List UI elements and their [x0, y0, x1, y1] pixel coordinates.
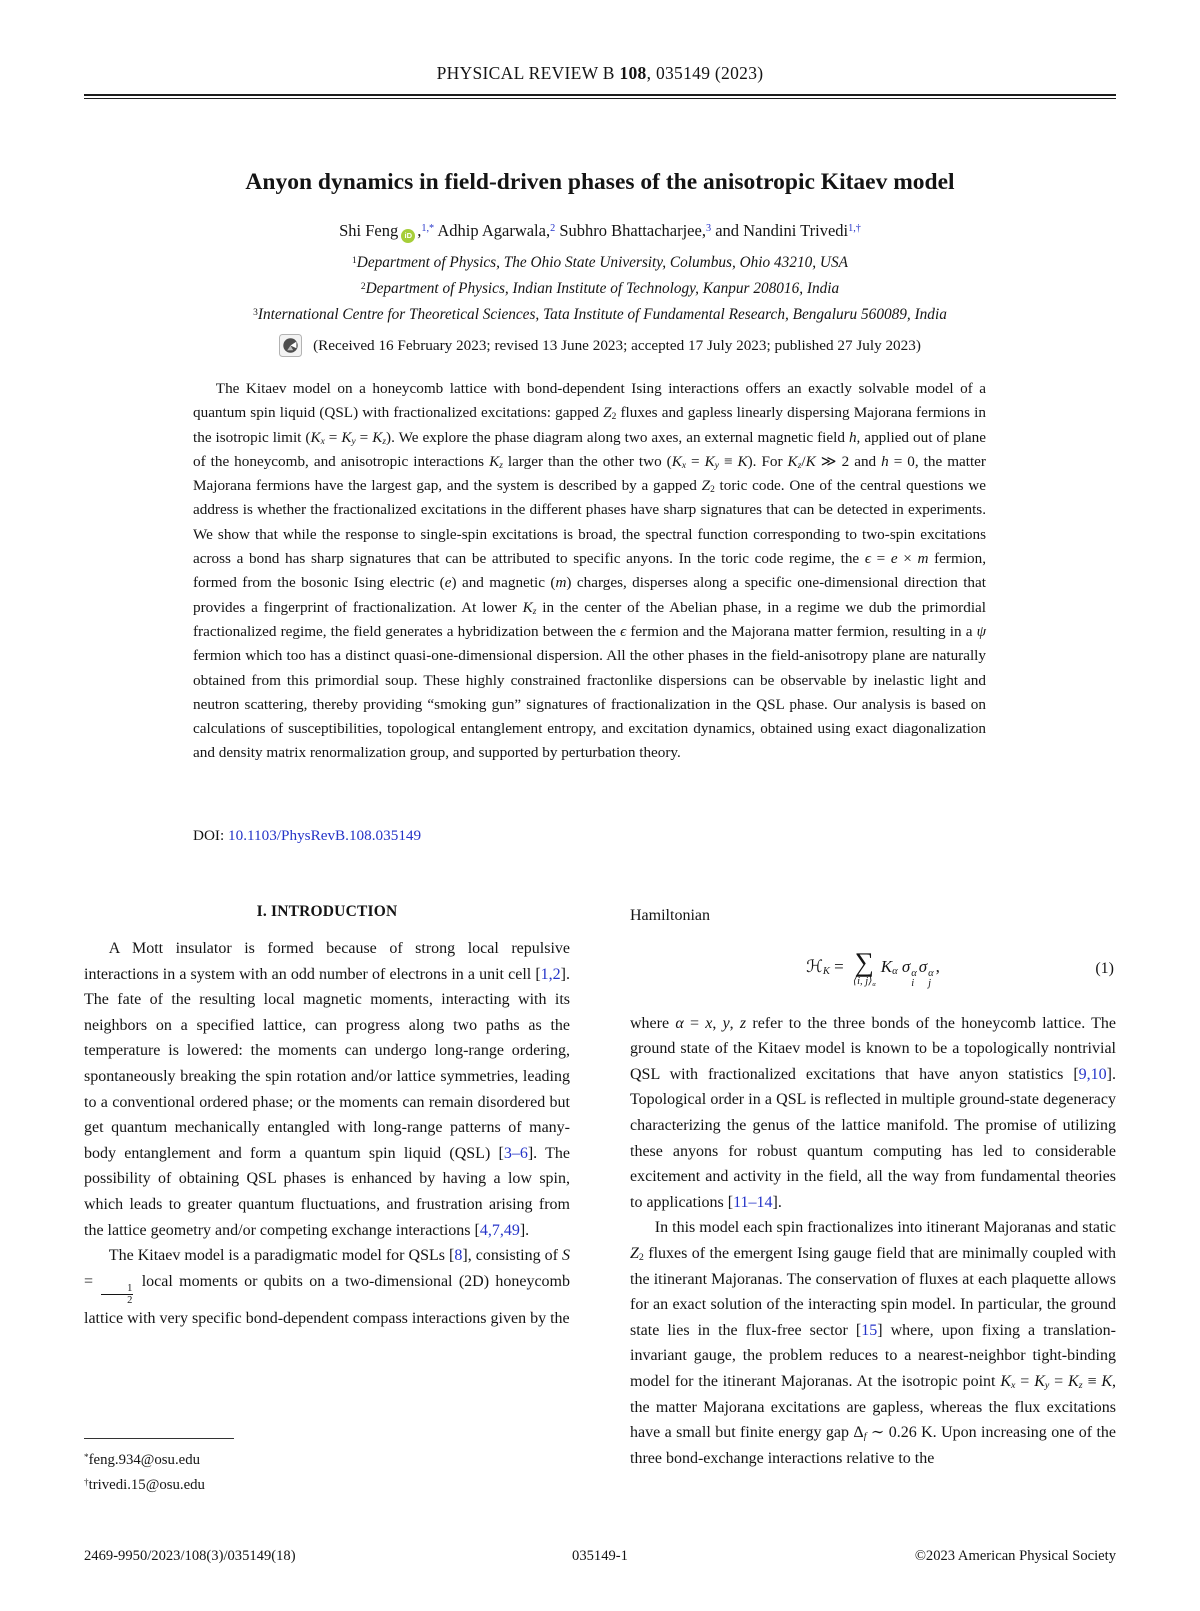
history-line: (Received 16 February 2023; revised 13 June 2023; accepted 17 July 2023; published 27 July 2023) [313, 336, 921, 354]
orcid-icon[interactable]: iD [401, 229, 415, 243]
affiliation-line: $^1$Department of Physics, The Ohio State University, Columbus, Ohio 43210, USA [352, 254, 848, 271]
citation-link[interactable]: 1,2 [540, 965, 561, 983]
right-paragraph-1: where α = x, y, z refer to the three bonds of the honeycomb lattice. The ground state of the Kitaev model is known to be a topologically nontrivial QSL with fractionalized excitations that have anyon statistics [9,10]. Topological order in a QSL is reflected in multiple ground-state degeneracy characterizing the genus of the lattice manifold. The promise of utilizing these anyons for robust quantum computing has led to considerable excitement and activity in the field, all the way from fundamental theories to applications [11–14]. [630, 1014, 1117, 1211]
paper-title: Anyon dynamics in field-driven phases of the anisotropic Kitaev model [245, 169, 955, 195]
citation-link[interactable]: 11–14 [733, 1193, 773, 1211]
footnotes-block [84, 1438, 570, 1498]
doi-line [193, 827, 421, 845]
intro-paragraph-1: A Mott insulator is formed because of strong local repulsive interactions in a system with an odd number of electrons in a unit cell [1,2]. The fate of the resulting local magnetic moments, interacting with its neighbors on a specified lattice, can progress along two paths as the temperature is lowered: the moments can undergo long-range ordering, spontaneously breaking the spin rotation and/or lattice symmetries, leading to a conventional ordered phase; or the moments can remain disordered but get quantum mechanically entangled with long-range patterns of many-body entanglement and form a quantum spin liquid (QSL) [3–6]. The possibility of obtaining QSL phases is enhanced by having a low spin, which leads to greater quantum fluctuations, and frustration arising from the lattice geometry and/or competing exchange interactions [4,7,49]. [84, 940, 570, 1239]
equation-body: ℋ$_K$ = ∑ ⟨i, $j⟩_\alpha$ $K_\alpha$ σ α i σ α j , [806, 947, 940, 989]
equation-number: (1) [1095, 959, 1114, 977]
right-column [630, 903, 1116, 1471]
hamiltonian-equation [630, 943, 1116, 995]
footnote-email[interactable]: †trivedi.15@osu.edu [84, 1476, 205, 1493]
footer-copyright: ©2023 American Physical Society [914, 1548, 1116, 1564]
citation-link[interactable]: 8 [454, 1247, 463, 1265]
intro-paragraph-2: The Kitaev model is a paradigmatic model for QSLs [8], consisting of S = $\frac{1}{2}$ local moments or qubits on a two-dimensional (2D) honeycomb lattice with very specific bond-dependent compass interactions given by the [84, 1247, 571, 1327]
doi-link[interactable]: 10.1103/PhysRevB.108.035149 [228, 827, 422, 844]
journal-header: PHYSICAL REVIEW B 108, 035149 (2023) [436, 63, 764, 83]
right-paragraph-2: In this model each spin fractionalizes into itinerant Majoranas and static $Z_2$ fluxes of the emergent Ising gauge field that are minimally coupled with the itinerant Majoranas. The conservation of fluxes at each plaquette allows for an exact solution of the interacting spin model. In particular, the ground state lies in the flux-free sector [15] where, upon fixing a translation-invariant gauge, the problem reduces to a nearest-neighbor tight-binding model for the itinerant Majoranas. At the isotropic point $K_x = K_y = K_z \equiv K$, the matter Majorana excitations are gapless, whereas the flux excitations have a small but finite energy gap $\Delta_f$ ∼ 0.26 K. Upon increasing one of the three bond-exchange interactions relative to the [630, 1219, 1117, 1467]
affiliation-superscript-link[interactable]: 1,† [848, 223, 861, 235]
author-line: Shi Feng iD ,$^{1,*}$ Adhip Agarwala,$^2$ Subhro Bhattacharjee,$^3$ and Nandini Trivedi$^{1,\dagger}$ [0, 221, 1200, 243]
hamiltonian-lead: Hamiltonian [630, 907, 710, 924]
header-rule [84, 94, 1116, 99]
footer-page-number: 035149-1 [572, 1548, 628, 1564]
summation-symbol: ∑ ⟨i, $j⟩_\alpha$ [853, 947, 876, 988]
citation-link[interactable]: 4,7,49 [479, 1221, 520, 1239]
footer-issn: 2469-9950/2023/108(3)/035149(18) [84, 1548, 296, 1564]
footnote-email[interactable]: *feng.934@osu.edu [84, 1451, 201, 1468]
crossmark-icon[interactable] [279, 334, 302, 357]
citation-link[interactable]: 15 [861, 1321, 878, 1339]
citation-link[interactable]: 9,10 [1078, 1065, 1107, 1083]
abstract: The Kitaev model on a honeycomb lattice with bond-dependent Ising interactions offers an exactly solvable model of a quantum spin liquid (QSL) with fractionalized excitations: gapped $Z_2$ fluxes and gapless linearly dispersing Majorana fermions in the isotropic limit $(K_x = K_y = K_z)$. We explore the phase diagram along two axes, an external magnetic field h, applied out of plane of the honeycomb, and anisotropic interactions $K_z$ larger than the other two $(K_x = K_y \equiv K)$. For $K_z/K$ ≫ 2 and h = 0, the matter Majorana fermions have the largest gap, and the system is described by a gapped $Z_2$ toric code. One of the central questions we address is whether the fractionalized excitations in the different phases have sharp signatures that can be detected in experiments. We show that while the response to single-spin excitations is broad, the spectral function corresponding to two-spin excitations across a bond has sharp signatures that can be attributed to specific anyons. In the toric code regime, the ϵ = e × m fermion, formed from the bosonic Ising electric (e) and magnetic (m) charges, disperses along a specific one-dimensional direction that provides a fingerprint of fractionalization. At lower $K_z$ in the center of the Abelian phase, in a regime we dub the primordial fractionalized regime, the field generates a hybridization between the ϵ fermion and the Majorana matter fermion, resulting in a ψ fermion which too has a distinct quasi-one-dimensional dispersion. All the other phases in the field-anisotropy plane are naturally obtained from this primordial soup. These highly constrained fractonlike dispersions can be observable by inelastic light and neutron scattering, thereby providing “smoking gun” signatures of fractionalization in the QSL phase. Our analysis is based on calculations of susceptibilities, topological entanglement entropy, and excitation dynamics, obtained using exact diagonalization and density matrix renormalization group, and supported by perturbation theory. [193, 380, 987, 762]
history-row [0, 334, 1200, 357]
section-heading-introduction: I. INTRODUCTION [256, 903, 398, 920]
affiliation-superscript-link[interactable]: 1,* [421, 223, 435, 235]
affiliations-block [0, 250, 1200, 328]
doi-label: DOI: [193, 827, 229, 844]
affiliation-superscript-link[interactable]: 3 [705, 223, 712, 235]
affiliation-line: $^2$Department of Physics, Indian Institute of Technology, Kanpur 208016, India [360, 280, 840, 297]
citation-link[interactable]: 3–6 [503, 1144, 528, 1162]
footnote-rule [84, 1438, 234, 1439]
left-column [84, 903, 570, 1331]
affiliation-line: $^3$International Centre for Theoretical Sciences, Tata Institute of Fundamental Research, Bengaluru 560089, India [253, 306, 947, 323]
affiliation-superscript-link[interactable]: 2 [550, 223, 556, 235]
